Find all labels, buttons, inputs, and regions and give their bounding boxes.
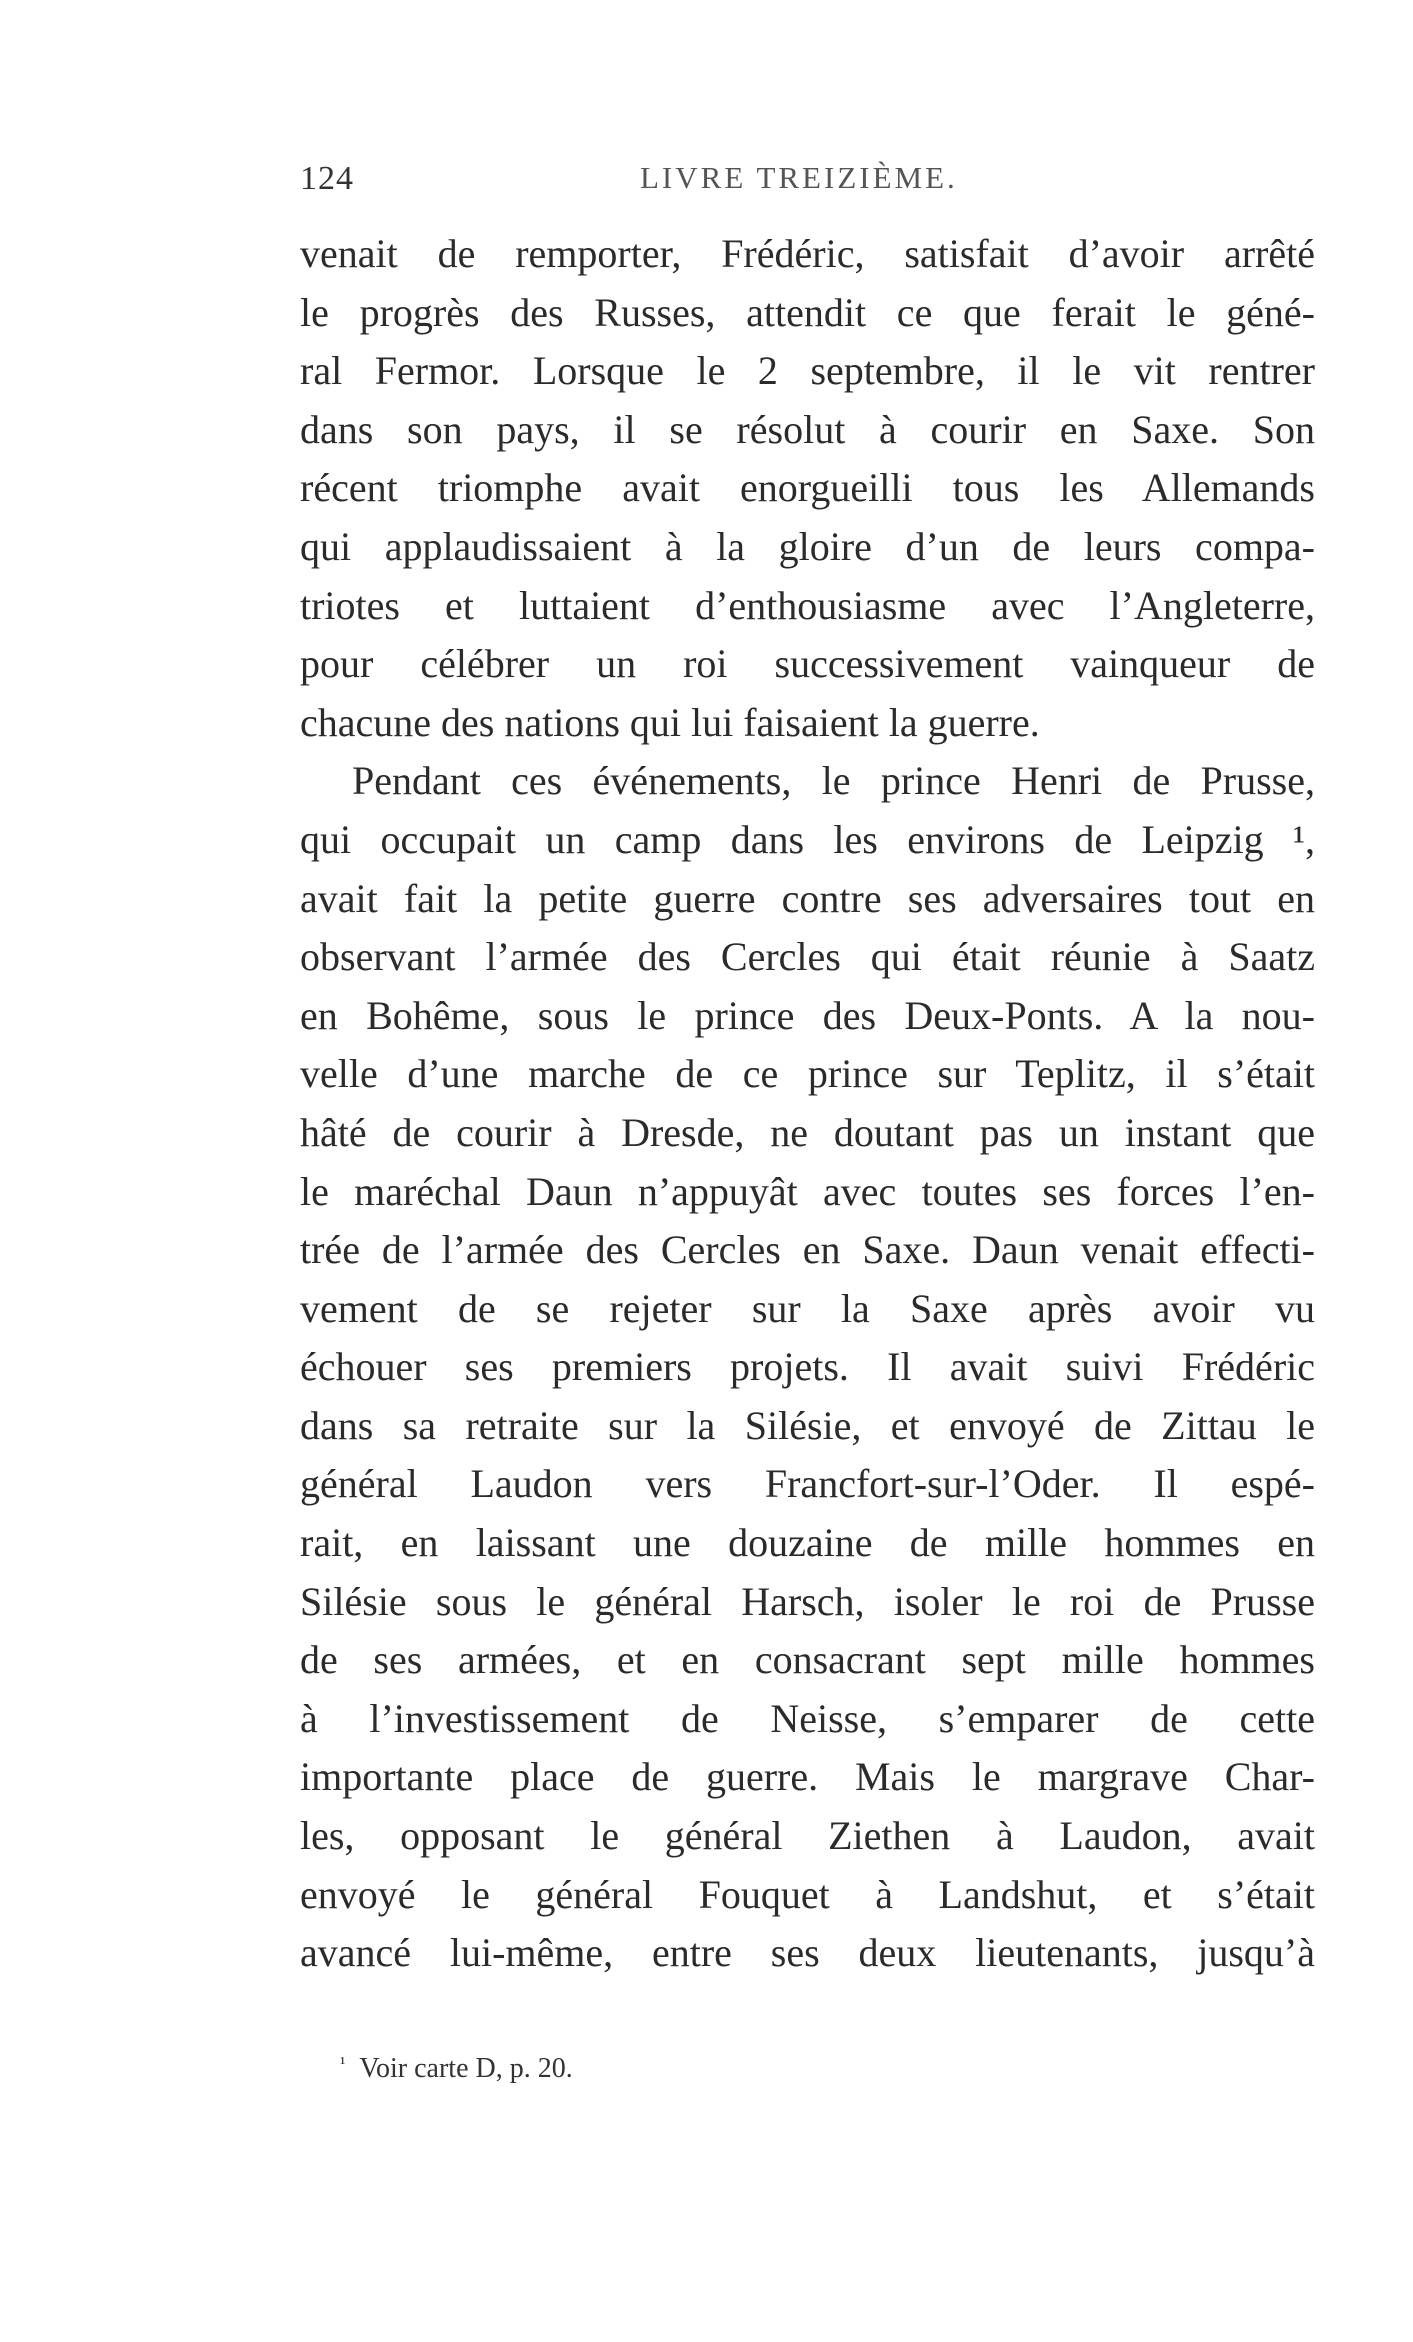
- text-line: Silésie sous le général Harsch, isoler le roi de Prusse: [300, 1578, 1315, 1624]
- text-line: venait de remporter, Frédéric, satisfait d’avoir arrêté: [300, 231, 1315, 276]
- page-header: [300, 160, 1010, 200]
- text-line: le maréchal Daun n’appuyât avec toutes ses forces l’en-: [300, 1168, 1315, 1214]
- text-line: en Bohême, sous le prince des Deux-Ponts. A la nou-: [300, 992, 1315, 1038]
- page-number: 124: [300, 160, 354, 197]
- text-line: hâté de courir à Dresde, ne doutant pas un instant que: [300, 1109, 1315, 1155]
- text-line: avait fait la petite guerre contre ses adversaires tout en: [300, 875, 1315, 921]
- footnote-marker: ¹: [340, 2053, 346, 2073]
- text-line: pour célébrer un roi successivement vainqueur de: [300, 641, 1315, 687]
- text-line: récent triomphe avait enorgueilli tous les Allemands: [300, 465, 1315, 511]
- text-line: les, opposant le général Ziethen à Laudon, avait: [300, 1813, 1315, 1859]
- text-line: dans son pays, il se résolut à courir en Saxe. Son: [300, 406, 1315, 452]
- text-line: de ses armées, et en consacrant sept mille hommes: [300, 1637, 1315, 1683]
- text-line: trée de l’armée des Cercles en Saxe. Daun venait effecti-: [300, 1227, 1315, 1273]
- text-line: dans sa retraite sur la Silésie, et envoyé de Zittau le: [300, 1402, 1315, 1448]
- text-line: avancé lui-même, entre ses deux lieutenants, jusqu’à: [300, 1930, 1315, 1976]
- body-text: [300, 225, 1315, 1983]
- text-line: importante place de guerre. Mais le margrave Char-: [300, 1754, 1315, 1800]
- text-line: triotes et luttaient d’enthousiasme avec l’Angleterre,: [300, 582, 1315, 628]
- text-line: observant l’armée des Cercles qui était réunie à Saatz: [300, 934, 1315, 980]
- text-line: échouer ses premiers projets. Il avait suivi Frédéric: [300, 1344, 1315, 1390]
- text-line: ral Fermor. Lorsque le 2 septembre, il le vit rentrer: [300, 348, 1315, 394]
- footnote-text: Voir carte D, p. 20.: [359, 2053, 573, 2084]
- text-line: velle d’une marche de ce prince sur Teplitz, il s’était: [300, 1051, 1315, 1097]
- text-line: rait, en laissant une douzaine de mille hommes en: [300, 1520, 1315, 1566]
- text-line: à l’investissement de Neisse, s’emparer de cette: [300, 1695, 1315, 1741]
- running-head: LIVRE TREIZIÈME.: [640, 160, 958, 195]
- text-line: qui applaudissaient à la gloire d’un de leurs compa-: [300, 523, 1315, 569]
- text-line: chacune des nations qui lui faisaient la guerre.: [300, 699, 1040, 745]
- text-line: le progrès des Russes, attendit ce que ferait le géné-: [300, 289, 1315, 335]
- text-line: vement de se rejeter sur la Saxe après avoir vu: [300, 1285, 1315, 1331]
- footnote: [340, 2053, 573, 2085]
- text-line: envoyé le général Fouquet à Landshut, et s’était: [300, 1871, 1315, 1917]
- text-line: Pendant ces événements, le prince Henri de Prusse,: [352, 758, 1315, 804]
- text-line: qui occupait un camp dans les environs de Leipzig ¹,: [300, 816, 1315, 862]
- text-line: général Laudon vers Francfort-sur-l’Oder. Il espé-: [300, 1461, 1315, 1507]
